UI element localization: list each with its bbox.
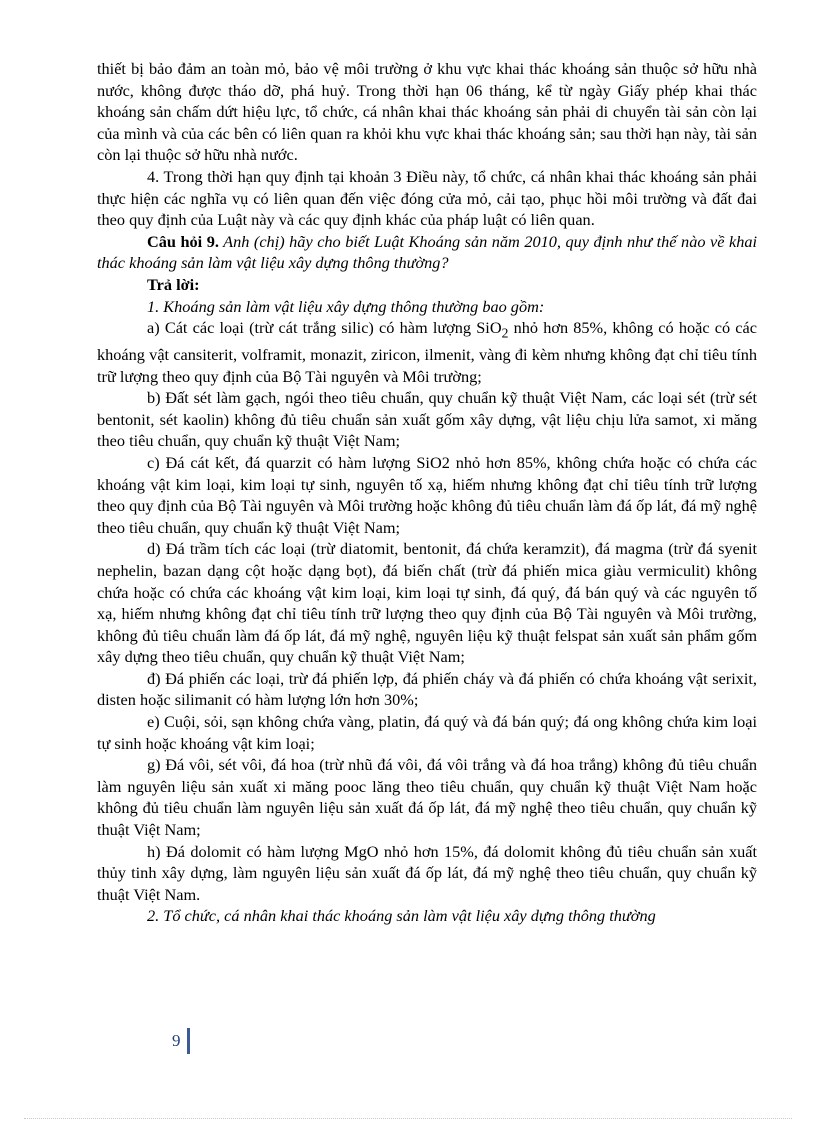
page-number-bar (187, 1028, 190, 1054)
subscript-2: 2 (501, 325, 509, 341)
document-body (97, 58, 757, 927)
answer-item-1: 1. Khoáng sản làm vật liệu xây dựng thông thường bao gồm: (147, 296, 545, 316)
question-text: Anh (chị) hãy cho biết Luật Khoáng sản năm 2010, quy định như thế nào về khai thác khoáng sản làm vật liệu xây dựng thông thường? (97, 231, 757, 273)
list-item-h: h) Đá dolomit có hàm lượng MgO nhỏ hơn 15%, đá dolomit không đủ tiêu chuẩn sản xuất thủy tinh xây dựng, làm nguyên liệu sản xuất đá ốp lát, đá mỹ nghệ theo tiêu chuẩn, quy chuẩn kỹ thuật Việt Nam. (97, 841, 757, 904)
page-number: 9 (172, 1031, 181, 1051)
answer-item-2: 2. Tổ chức, cá nhân khai thác khoáng sản làm vật liệu xây dựng thông thường (147, 906, 656, 926)
answer-label: Trả lời: (147, 274, 200, 294)
page-footer (172, 1028, 190, 1054)
list-item-d: d) Đá trầm tích các loại (trừ diatomit, bentonit, đá chứa keramzit), đá magma (trừ đá syenit nephelin, bazan dạng cột hoặc dạng bọt), đá biến chất (trừ đá phiến mica giàu vermiculit) không chứa hoặc có chứa các khoáng vật kim loại, kim loại tự sinh, đá quý, đá bán quý và các nguyên tố xạ, hiếm nhưng không đạt chỉ tiêu tính trữ lượng theo quy định của Bộ Tài nguyên và Môi trường, không đủ tiêu chuẩn làm đá ốp lát, đá mỹ nghệ, nguyên liệu kỹ thuật felspat sản xuất sản phẩm gốm xây dựng theo tiêu chuẩn, quy chuẩn kỹ thuật Việt Nam; (97, 539, 757, 667)
list-item-e: e) Cuội, sỏi, sạn không chứa vàng, platin, đá quý và đá bán quý; đá ong không chứa kim loại tự sinh hoặc khoáng vật kim loại; (97, 712, 757, 753)
list-item-c: c) Đá cát kết, đá quarzit có hàm lượng SiO2 nhỏ hơn 85%, không chứa hoặc có chứa các khoáng vật kim loại, kim loại tự sinh, nguyên tố xạ, hiếm nhưng không đạt chỉ tiêu tính trữ lượng theo quy định của Bộ Tài nguyên và Môi trường hoặc không đủ tiêu chuẩn làm đá ốp lát, đá mỹ nghệ theo tiêu chuẩn, quy chuẩn kỹ thuật Việt Nam; (97, 452, 757, 537)
list-item-dd: đ) Đá phiến các loại, trừ đá phiến lợp, đá phiến cháy và đá phiến có chứa khoáng vật serixit, disten hoặc silimanit có hàm lượng lớn hơn 30%; (97, 668, 757, 710)
question-label: Câu hỏi 9. (147, 231, 219, 251)
paragraph-clause-4: 4. Trong thời hạn quy định tại khoản 3 Điều này, tổ chức, cá nhân khai thác khoáng sản phải thực hiện các nghĩa vụ có liên quan đến việc đóng cửa mỏ, cải tạo, phục hồi môi trường và đất đai theo quy định của Luật này và các quy định khác của pháp luật có liên quan. (97, 166, 757, 230)
paragraph-continuation: thiết bị bảo đảm an toàn mỏ, bảo vệ môi trường ở khu vực khai thác khoáng sản thuộc sở hữu nhà nước, không được tháo dỡ, phá huỷ. Trong thời hạn 06 tháng, kể từ ngày Giấy phép khai thác khoáng sản chấm dứt hiệu lực, tổ chức, cá nhân khai thác khoáng sản phải di chuyển tài sản còn lại của mình và của các bên có liên quan ra khỏi khu vực khai thác khoáng sản; sau thời hạn này, tài sản còn lại thuộc sở hữu nhà nước. (97, 59, 757, 165)
list-item-g: g) Đá vôi, sét vôi, đá hoa (trừ nhũ đá vôi, đá vôi trắng và đá hoa trắng) không đủ tiêu chuẩn làm nguyên liệu sản xuất xi măng pooc lăng theo tiêu chuẩn, quy chuẩn kỹ thuật Việt Nam hoặc không đủ tiêu chuẩn làm nguyên liệu sản xuất đá ốp lát, đá mỹ nghệ theo tiêu chuẩn, quy chuẩn kỹ thuật Việt Nam; (97, 755, 757, 840)
list-item-a-text-cont: nhỏ hơn 85%, không có hoặc có các khoáng vật cansiterit, volframit, monazit, ziricon, ilmenit, vàng đi kèm nhưng không đạt chỉ tiêu tính trữ lượng theo quy định của Bộ Tài nguyên và Môi trường; (97, 318, 757, 386)
list-item-b: b) Đất sét làm gạch, ngói theo tiêu chuẩn, quy chuẩn kỹ thuật Việt Nam, các loại sét (trừ sét bentonit, sét kaolin) không đủ tiêu chuẩn sản xuất gốm xây dựng, vật liệu chịu lửa samot, xi măng theo tiêu chuẩn, quy chuẩn kỹ thuật Việt Nam; (97, 388, 757, 451)
list-item-a (97, 317, 757, 387)
list-item-a-text: a) Cát các loại (trừ cát trắng silic) có hàm lượng SiO (147, 318, 502, 338)
page-bottom-divider (24, 1118, 792, 1119)
question-9 (97, 231, 757, 274)
